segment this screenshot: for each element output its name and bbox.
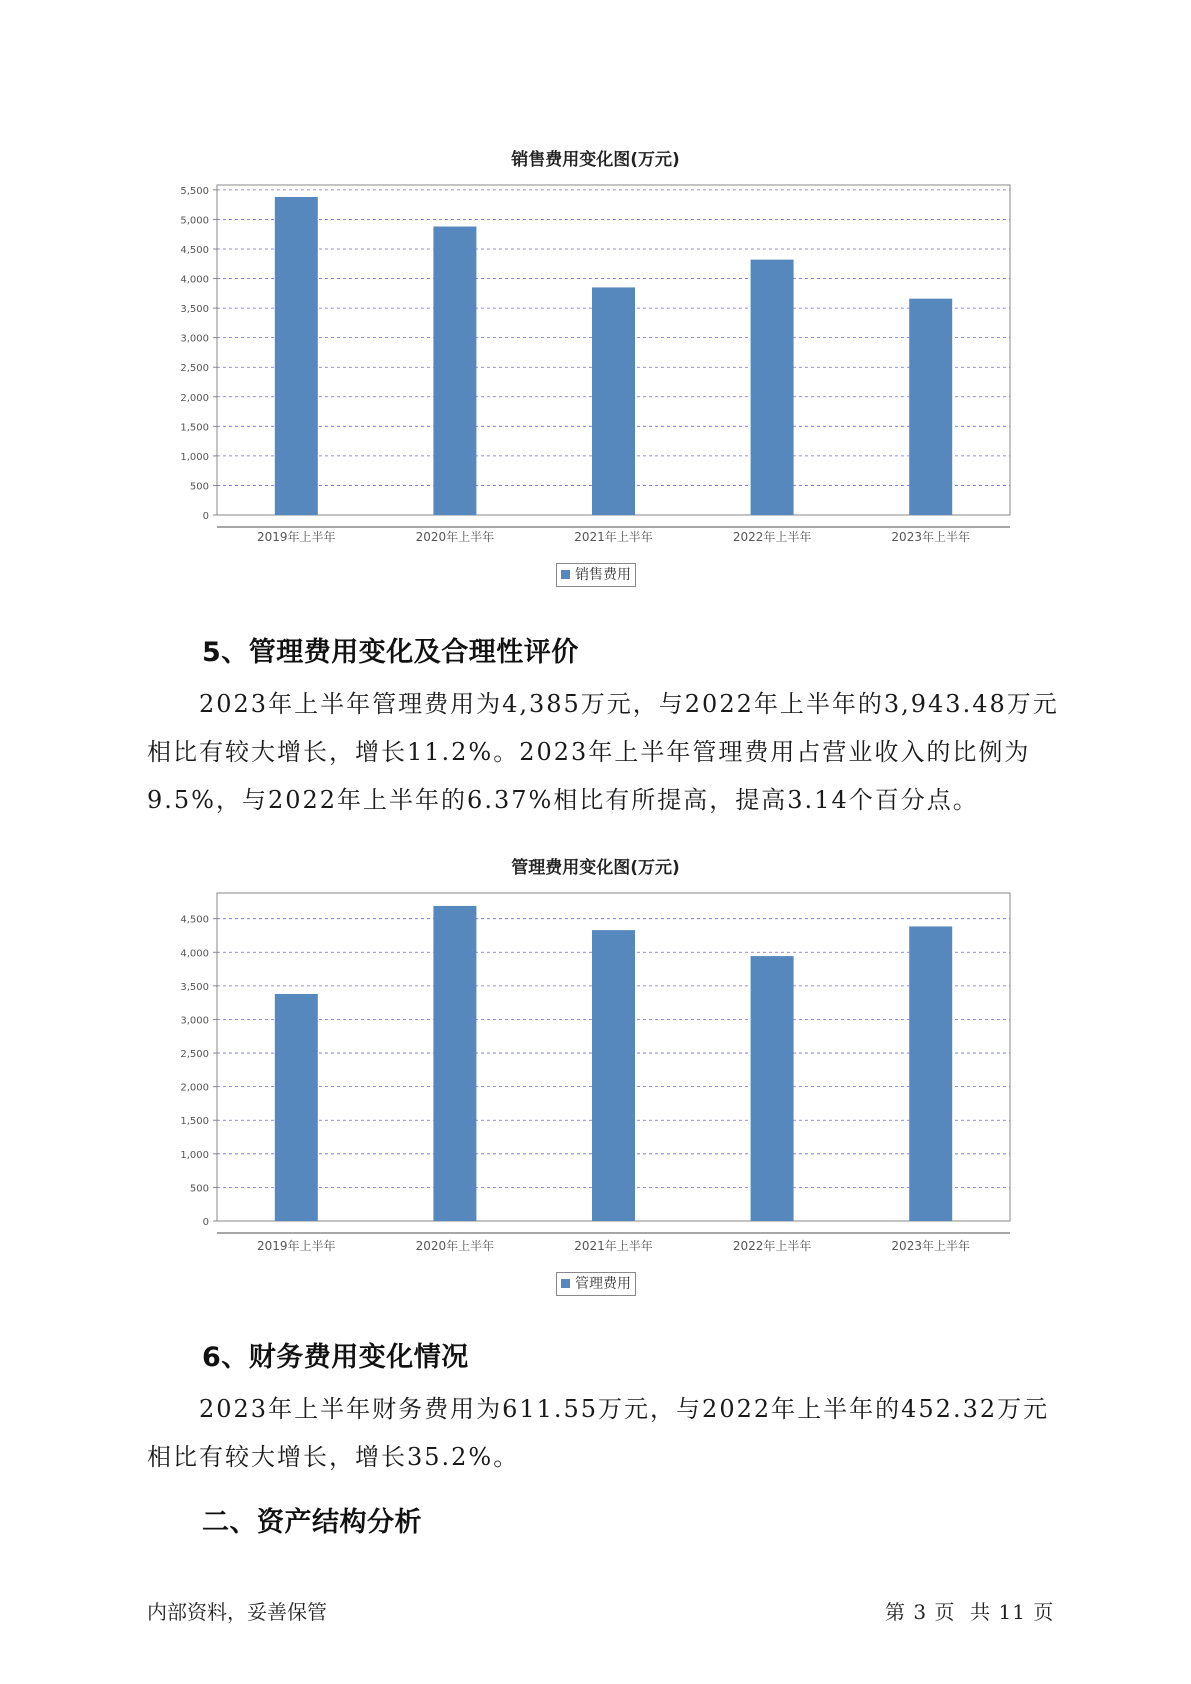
x-category-label: 2020年上半年 [415, 1239, 495, 1253]
chart-legend [556, 1272, 636, 1296]
x-category-label: 2020年上半年 [415, 530, 495, 544]
section-heading-assets: 二、资产结构分析 [202, 1507, 422, 1538]
y-tick-label: 1,000 [180, 451, 209, 463]
y-tick-label: 500 [189, 1183, 209, 1195]
x-category-label: 2022年上半年 [732, 530, 812, 544]
y-tick-label: 3,000 [180, 1015, 209, 1027]
bar [433, 906, 476, 1221]
y-tick-label: 3,500 [180, 981, 209, 993]
finance-paragraph: 2023年上半年财务费用为611.55万元，与2022年上半年的452.32万元相比有较大增长，增长35.2%。 [147, 1395, 1050, 1471]
x-category-label: 2019年上半年 [257, 1239, 336, 1253]
section-heading-finance: 6、财务费用变化情况 [202, 1342, 469, 1373]
chart-title: 管理费用变化图(万元) [511, 858, 680, 878]
y-tick-label: 4,500 [180, 244, 209, 256]
x-category-label: 2021年上半年 [574, 1239, 653, 1253]
section-heading-management: 5、管理费用变化及合理性评价 [202, 637, 579, 668]
y-tick-label: 4,000 [180, 948, 209, 960]
x-category-label: 2022年上半年 [732, 1239, 812, 1253]
x-category-label: 2019年上半年 [257, 530, 336, 544]
y-tick-label: 1,500 [180, 1116, 209, 1128]
management-paragraph: 2023年上半年管理费用为4,385万元，与2022年上半年的3,943.48万元相比有较大增长，增长11.2%。2023年上半年管理费用占营业收入的比例为9.5%，与2022年上半年的6.37%相比有所提高，提高3.14个百分点。 [147, 690, 1059, 814]
legend-label: 管理费用 [575, 1276, 631, 1292]
y-tick-label: 2,500 [180, 363, 209, 375]
y-tick-label: 0 [202, 1217, 209, 1228]
legend-label: 销售费用 [575, 567, 631, 583]
y-tick-label: 2,000 [180, 1082, 209, 1094]
y-tick-label: 4,500 [180, 914, 209, 926]
y-tick-label: 3,000 [180, 333, 209, 345]
footer-confidential-note: 内部资料，妥善保管 [147, 1600, 327, 1624]
footer-page-number: 第 3 页 共 11 页 [885, 1600, 1055, 1624]
x-category-label: 2023年上半年 [891, 1239, 970, 1253]
y-tick-label: 1,000 [180, 1149, 209, 1161]
x-category-label: 2021年上半年 [574, 530, 653, 544]
bar [592, 930, 635, 1221]
chart-title: 销售费用变化图(万元) [511, 150, 680, 170]
y-tick-label: 2,500 [180, 1049, 209, 1061]
y-tick-label: 2,000 [180, 392, 209, 404]
y-tick-label: 5,500 [180, 185, 209, 197]
bar [909, 926, 952, 1221]
y-tick-label: 3,500 [180, 304, 209, 316]
y-tick-label: 1,500 [180, 422, 209, 434]
y-tick-label: 5,000 [180, 215, 209, 227]
y-tick-label: 0 [202, 511, 209, 522]
bar [275, 994, 318, 1221]
y-tick-label: 500 [189, 481, 209, 493]
y-tick-label: 4,000 [180, 274, 209, 286]
bar [751, 956, 794, 1221]
legend-swatch [561, 1279, 570, 1288]
x-category-label: 2023年上半年 [891, 530, 970, 544]
